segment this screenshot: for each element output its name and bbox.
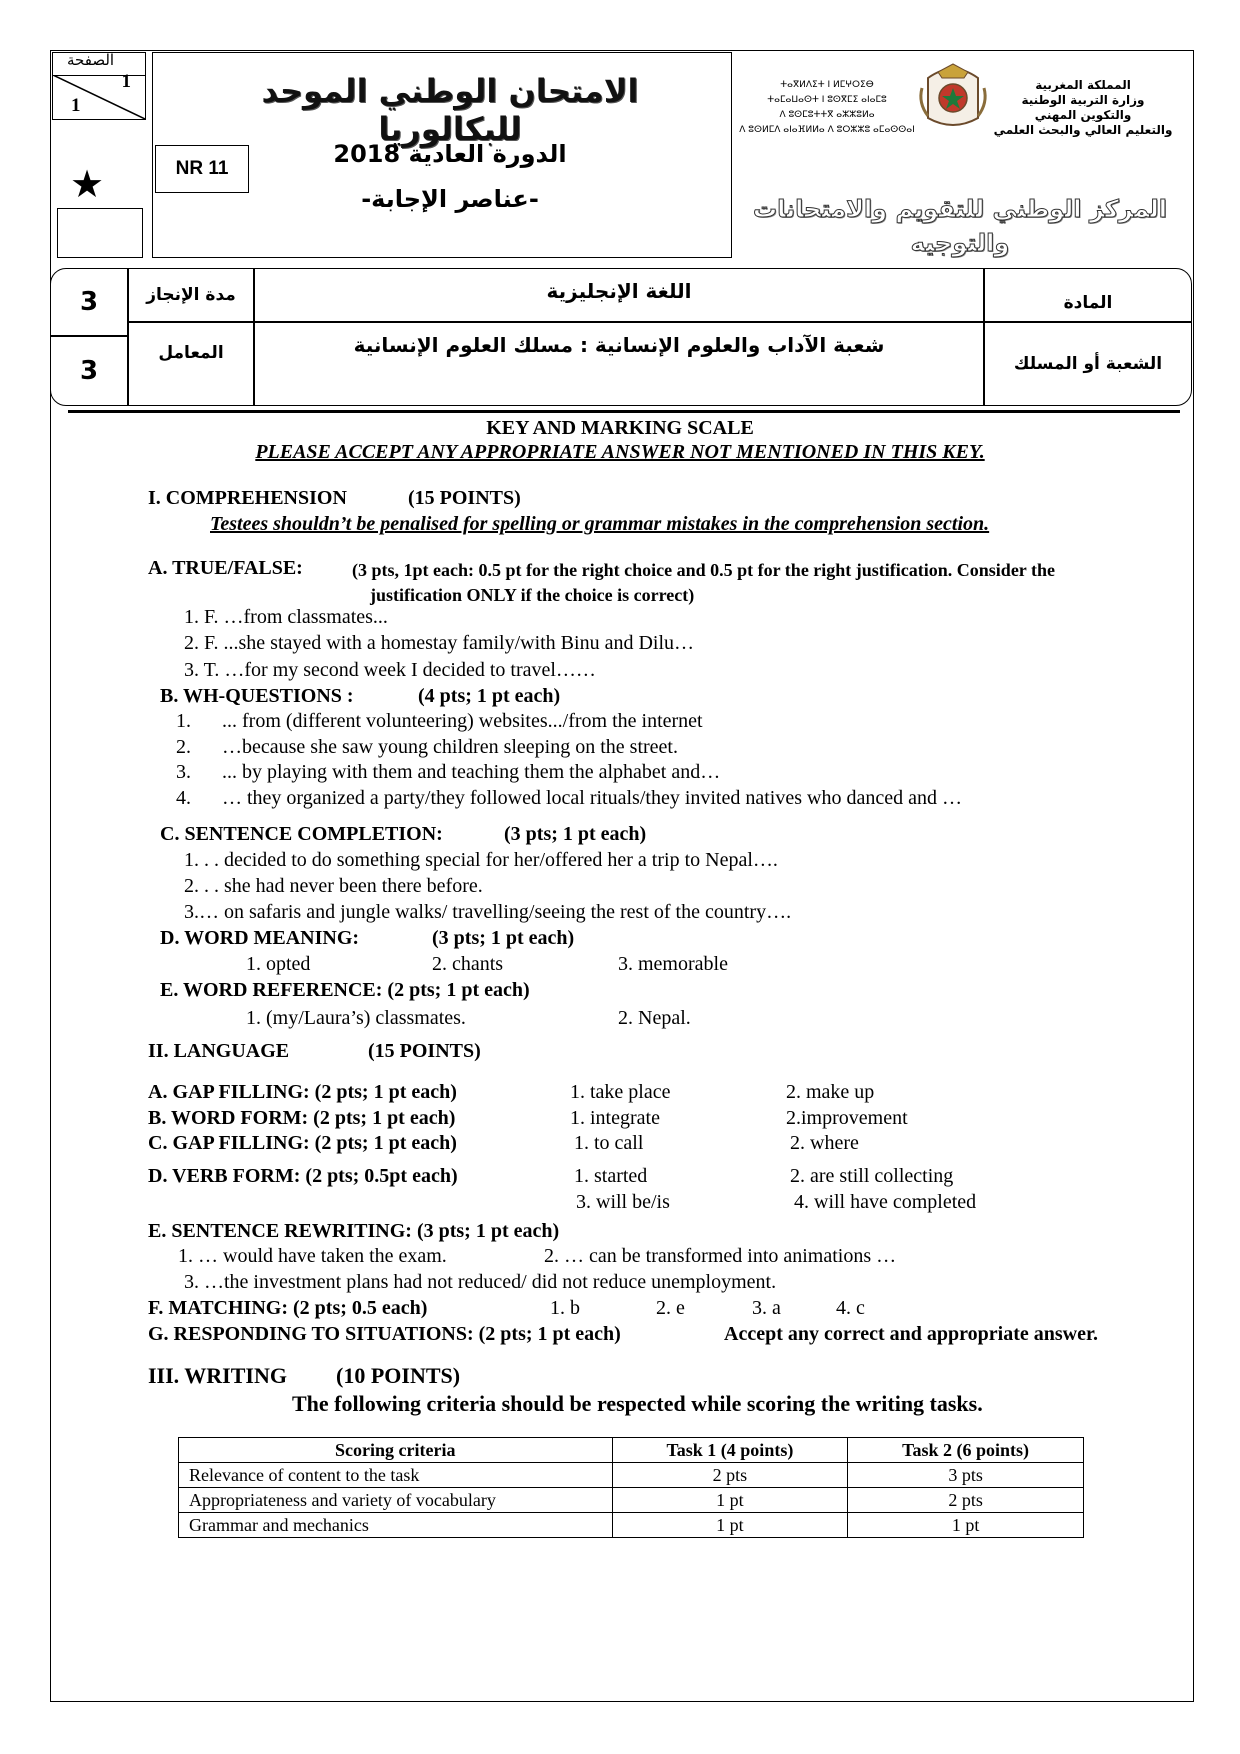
list-number: 2. [176,736,191,758]
section-a-scale-1: (3 pts, 1pt each: 0.5 pt for the right choice and 0.5 pt for the right justification. Consider the [352,560,1055,580]
comprehension-note: Testees shouldn’t be penalised for spelling or grammar mistakes in the comprehension section. [210,513,990,535]
divider [68,410,1180,413]
answers-label: -عناصر الإجابة- [361,185,539,213]
answer: 3. will be/is [576,1191,670,1213]
subject-value: اللغة الإنجليزية [254,268,984,322]
section-d-scale: (3 pts; 1 pt each) [432,927,575,949]
diagonal-divider [53,75,146,120]
language-d-heading: D. VERB FORM: (2 pts; 0.5pt each) [148,1165,458,1187]
list-item: 2. F. ...she stayed with a homestay family/with Binu and Dilu… [184,632,695,654]
list-item: ... by playing with them and teaching them the alphabet and… [222,761,721,783]
list-item: 2. . . she had never been there before. [184,875,483,897]
list-item: 1. opted [246,953,311,975]
list-number: 3. [176,761,191,783]
language-b-heading: B. WORD FORM: (2 pts; 1 pt each) [148,1107,456,1129]
answer: 3. …the investment plans had not reduced/ did not reduce unemployment. [184,1271,777,1293]
answer: 4. will have completed [794,1191,977,1213]
track-value: شعبة الآداب والعلوم الإنسانية : مسلك العلوم الإنسانية [254,322,984,406]
table-cell: Relevance of content to the task [179,1463,613,1488]
star-icon: ★ [70,164,105,206]
coef-value: 3 [50,336,128,406]
answer: 2. e [656,1297,685,1319]
page-label: الصفحة [67,52,115,69]
section-c-scale: (3 pts; 1 pt each) [504,823,647,845]
exam-code: NR 11 [155,145,249,193]
column-header: Task 2 (6 points) [848,1438,1084,1463]
answer: 4. c [836,1297,865,1319]
list-item: ... from (different volunteering) websites.../from the internet [222,710,703,732]
list-number: 1. [176,710,191,732]
coat-of-arms-icon [916,58,990,132]
writing-criteria-intro: The following criteria should be respected while scoring the writing tasks. [292,1391,983,1416]
duration-value: 3 [50,268,128,336]
table-row [179,1463,1084,1488]
list-item: 1. F. …from classmates... [184,606,388,628]
table-cell: Grammar and mechanics [179,1513,613,1538]
scoring-criteria-table [178,1437,1084,1538]
tifinagh-ministry-name: ⵜⴰⴳⵍⴷⵉⵜ ⵏ ⵍⵎⵖⵔⵉⴱ ⵜⴰⵎⴰⵡⴰⵙⵜ ⵏ ⵓⵙⴳⵎⵉ ⴰⵏⴰⵎⵓ ⴷ ⵓⵙⵎⵓⵜⵜⴳ ⴰⵣⵣⵓⵍⴰ ⴷ ⵓⵙⵍⵎⴷ ⴰⵏⴰⴼⵍⵍⴰ ⴷ ⵓⵔⵣⵣⵓ ⴰⵎⴰⵙⵙⴰⵏ [739,80,915,135]
center-name: المركز الوطني للتقويم والامتحانات والتوجيه [752,195,1168,257]
answer: 1. b [550,1297,580,1319]
answer: 1. … would have taken the exam. [178,1245,447,1267]
list-item: …because she saw young children sleeping on the street. [222,736,678,758]
section-c-heading: C. SENTENCE COMPLETION: [160,823,443,845]
language-f-heading: F. MATCHING: (2 pts; 0.5 each) [148,1297,428,1319]
table-cell: Appropriateness and variety of vocabulary [179,1488,613,1513]
section-b-scale: (4 pts; 1 pt each) [418,685,561,707]
page-total: 1 [121,71,131,92]
answer: 1. take place [570,1081,671,1103]
language-heading: II. LANGUAGE [148,1040,290,1062]
section-b-heading: B. WH-QUESTIONS : [160,685,354,707]
comprehension-heading: I. COMPREHENSION [148,487,347,509]
ministry-name: المملكة المغربية وزارة التربية الوطنية والتكوين المهني والتعليم العالي والبحث العلمي [993,78,1173,137]
language-a-heading: A. GAP FILLING: (2 pts; 1 pt each) [148,1081,457,1103]
answer: 1. integrate [570,1107,660,1129]
column-header: Task 1 (4 points) [612,1438,848,1463]
writing-heading: III. WRITING [148,1363,287,1388]
list-item: 3. T. …for my second week I decided to travel…… [184,659,596,681]
section-a-scale-2: justification ONLY if the choice is correct) [370,585,695,605]
answer: 2. where [790,1132,859,1154]
answer: 2. … can be transformed into animations … [544,1245,897,1267]
list-item: 2. chants [432,953,504,975]
table-cell: 3 pts [848,1463,1084,1488]
key-subtitle: PLEASE ACCEPT ANY APPROPRIATE ANSWER NOT MENTIONED IN THIS KEY. [255,441,985,463]
subject-label: المادة [984,268,1192,322]
table-cell: 1 pt [612,1488,848,1513]
answer: 1. started [574,1165,648,1187]
list-item: 3.… on safaris and jungle walks/ travelling/seeing the rest of the country…. [184,901,792,923]
session-label: الدورة العادية 2018 [333,140,567,168]
table-cell: 1 pt [848,1513,1084,1538]
section-d-heading: D. WORD MEANING: [160,927,360,949]
duration-label: مدة الإنجاز [128,268,254,322]
writing-points: (10 POINTS) [336,1363,461,1388]
column-header: Scoring criteria [179,1438,613,1463]
language-e-heading: E. SENTENCE REWRITING: (3 pts; 1 pt each) [148,1220,560,1242]
answer: 3. a [752,1297,781,1319]
language-points: (15 POINTS) [368,1040,481,1062]
empty-box [57,208,143,258]
answer: 2. make up [786,1081,875,1103]
section-a-heading: A. TRUE/FALSE: [148,557,303,579]
answer: 1. to call [574,1132,644,1154]
list-item: 1. (my/Laura’s) classmates. [246,1007,466,1029]
answer: 2. are still collecting [790,1165,954,1187]
table-row [179,1488,1084,1513]
table-header-row [179,1438,1084,1463]
list-item: … they organized a party/they followed local rituals/they invited natives who danced and … [222,787,962,809]
section-e-heading: E. WORD REFERENCE: (2 pts; 1 pt each) [160,979,530,1001]
table-cell: 2 pts [612,1463,848,1488]
language-g-note: Accept any correct and appropriate answer. [724,1323,1099,1345]
key-title: KEY AND MARKING SCALE [486,417,754,439]
language-c-heading: C. GAP FILLING: (2 pts; 1 pt each) [148,1132,457,1154]
list-number: 4. [176,787,191,809]
table-cell: 2 pts [848,1488,1084,1513]
exam-info-table [50,268,1192,406]
comprehension-points: (15 POINTS) [408,487,521,509]
coef-label: المعامل [128,322,254,406]
page-number: 1 [71,95,81,116]
answer: 2.improvement [786,1107,908,1129]
exam-title: الامتحان الوطني الموحد للبكالوريا [261,72,639,148]
table-row [179,1513,1084,1538]
page-number-box [52,52,146,120]
table-cell: 1 pt [612,1513,848,1538]
track-label: الشعبة أو المسلك [984,322,1192,406]
list-item: 2. Nepal. [618,1007,691,1029]
list-item: 1. . . decided to do something special for her/offered her a trip to Nepal…. [184,849,778,871]
list-item: 3. memorable [618,953,728,975]
language-g-heading: G. RESPONDING TO SITUATIONS: (2 pts; 1 pt each) [148,1323,621,1345]
